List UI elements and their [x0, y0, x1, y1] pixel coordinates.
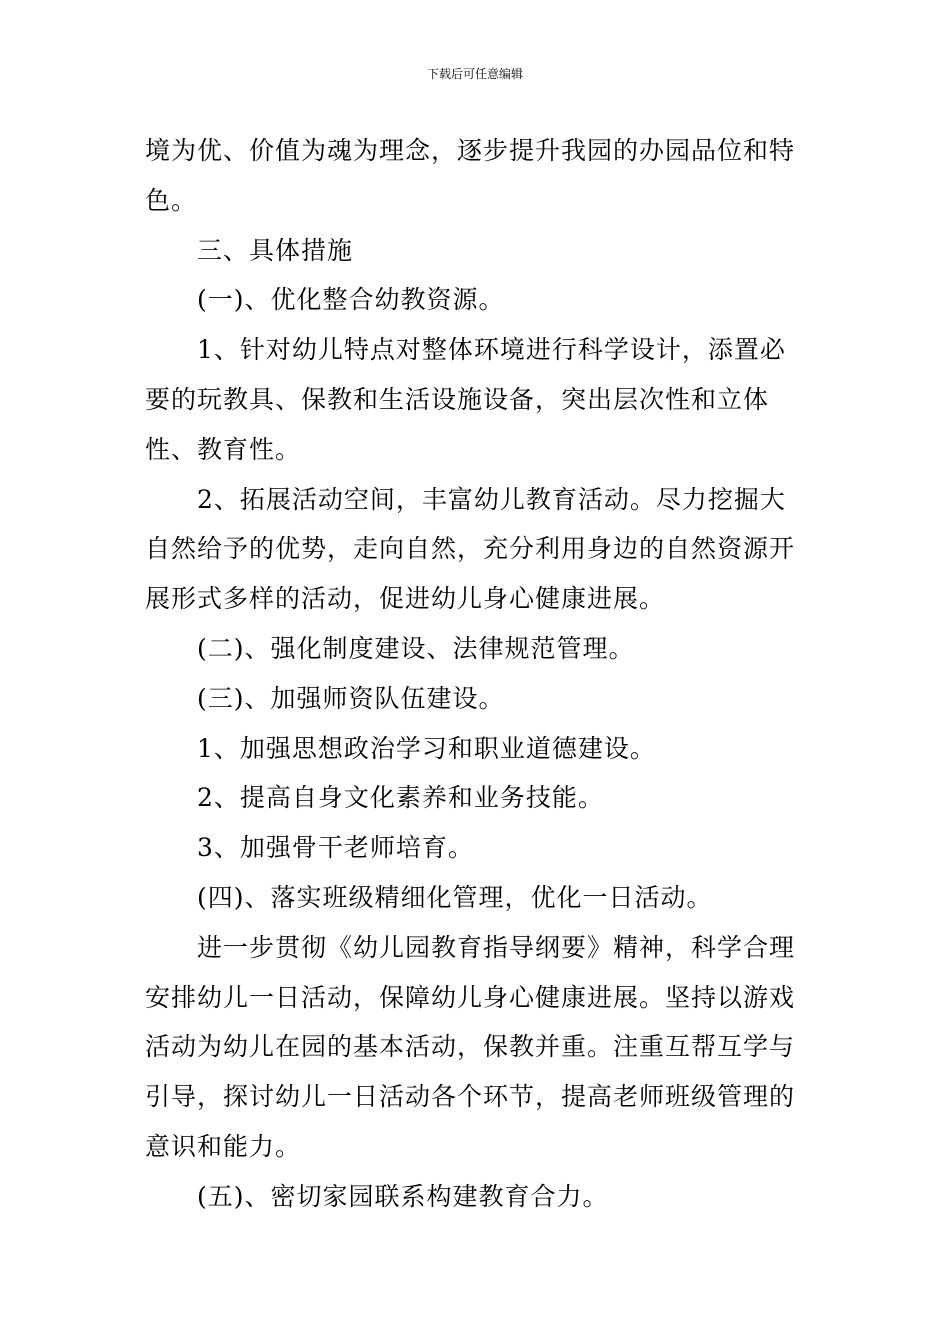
page-header: 下载后可任意编辑 — [426, 67, 523, 81]
subsection-heading-2: (二)、强化制度建设、法律规范管理。 — [197, 633, 635, 663]
subsection-heading-4: (四)、落实班级精细化管理，优化一日活动。 — [197, 882, 713, 912]
paragraph-item: 1、针对幼儿特点对整体环境进行科学设计，添置必要的玩教具、保教和生活设施设备，突出层次性和立体性、教育性。 — [145, 335, 786, 464]
paragraph-item: 1、加强思想政治学习和职业道德建设。 — [197, 733, 656, 763]
subsection-heading-1: (一)、优化整合幼教资源。 — [197, 285, 505, 315]
paragraph-item: 2、拓展活动空间，丰富幼儿教育活动。尽力挖掘大自然给予的优势，走向自然，充分利用身边的自然资源开展形式多样的活动，促进幼儿身心健康进展。 — [145, 484, 796, 614]
subsection-heading-5: (五)、密切家园联系构建教育合力。 — [197, 1181, 609, 1211]
subsection-heading-3: (三)、加强师资队伍建设。 — [197, 683, 505, 713]
document-body — [145, 126, 810, 1222]
paragraph-item: 2、提高自身文化素养和业务技能。 — [197, 783, 604, 813]
paragraph-item: 3、加强骨干老师培育。 — [197, 833, 474, 863]
paragraph-continuation: 境为优、价值为魂为理念，逐步提升我园的办园品位和特色。 — [145, 136, 796, 215]
section-heading-measures: 三、具体措施 — [197, 235, 354, 265]
paragraph-body: 进一步贯彻《幼儿园教育指导纲要》精神，科学合理安排幼儿一日活动，保障幼儿身心健康进展。坚持以游戏活动为幼儿在园的基本活动，保教并重。注重互帮互学与引导，探讨幼儿一日活动各个环节，提高老师班级管理的意识和能力。 — [145, 932, 796, 1161]
